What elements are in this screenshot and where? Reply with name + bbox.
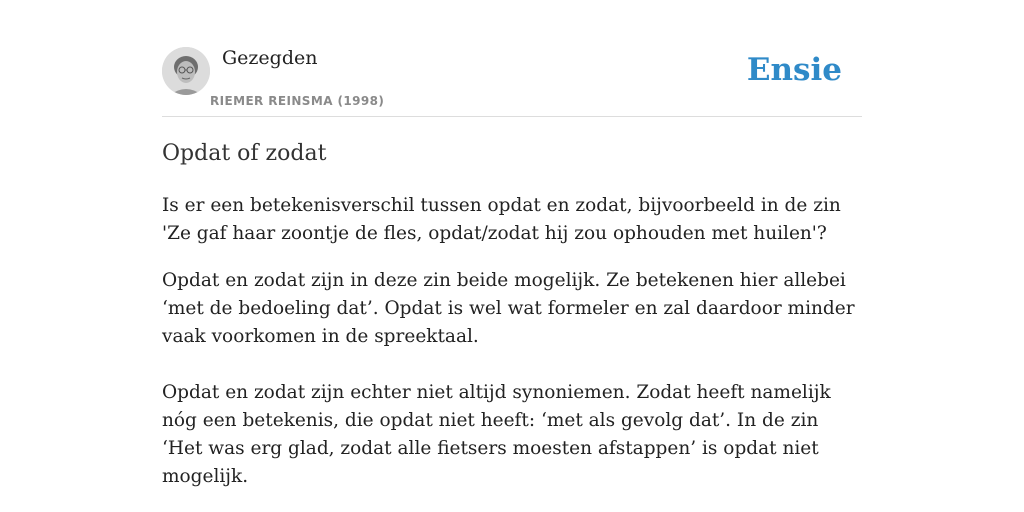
article-header	[162, 0, 862, 117]
article-paragraph: Opdat en zodat zijn in deze zin beide mogelijk. Ze betekenen hier allebei ‘met de bedoeling dat’. Opdat is wel wat formeler en zal daardoor minder vaak voorkomen in de spreektaal.	[162, 270, 855, 347]
article-question: Is er een betekenisverschil tussen opdat en zodat, bijvoorbeeld in de zin 'Ze gaf haar zoontje de fles, opdat/zodat hij zou ophouden met huilen'?	[162, 195, 841, 244]
author-portrait-icon	[162, 47, 210, 95]
author-credit: RIEMER REINSMA (1998)	[210, 94, 385, 108]
brand-logo[interactable]: Ensie	[746, 52, 842, 88]
author-avatar[interactable]	[162, 47, 210, 95]
site-name[interactable]: Gezegden	[222, 47, 318, 69]
article-paragraph: Opdat en zodat zijn echter niet altijd synoniemen. Zodat heeft namelijk nóg een betekenis, die opdat niet heeft: ‘met als gevolg dat’. In de zin ‘Het was erg glad, zodat alle fietsers moesten afstappen’ is opdat niet mogelijk.	[162, 382, 831, 487]
article-card	[162, 0, 862, 487]
article-title: Opdat of zodat	[162, 141, 327, 166]
